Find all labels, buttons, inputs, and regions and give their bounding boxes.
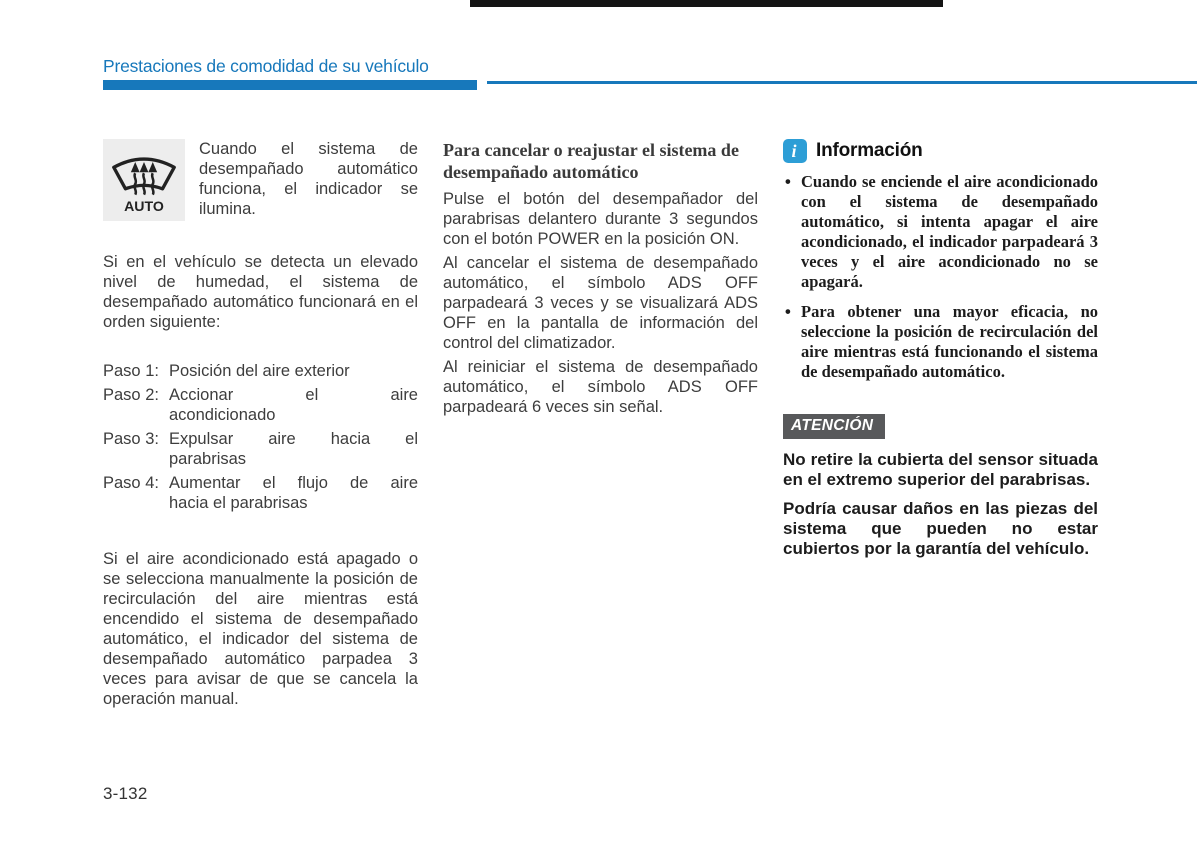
info-icon: i [783, 139, 807, 163]
info-bullet-list [783, 172, 1098, 382]
page-number: 3-132 [103, 784, 148, 803]
top-scan-bar [470, 0, 943, 7]
indicator-row [103, 139, 418, 221]
step-line: Accionar el aire [169, 386, 418, 404]
step-line: Aumentar el flujo de aire [169, 474, 418, 492]
title-underline-thick [103, 80, 477, 90]
title-underline-thin [487, 81, 1197, 84]
step-line: parabrisas [169, 450, 247, 468]
step-label: Paso 3: [103, 430, 159, 448]
attention-badge: ATENCIÓN [783, 414, 885, 439]
auto-label: AUTO [124, 198, 164, 215]
step-item-3 [103, 429, 418, 469]
right-column [783, 139, 1098, 568]
note-paragraph: Si el aire acondicionado está apagado o se selecciona manualmente la posición de recirculación del aire mientras está encendido el sistema de desempañado automático, el indicador del sistema de desempañado automático parpadea 3 veces para avisar de que se cancela la operación manual. [103, 550, 418, 708]
middle-column [443, 139, 758, 421]
windshield-defrost-icon [105, 141, 183, 219]
step-line: Posición del aire exterior [169, 362, 350, 380]
icon-caption: Cuando el sistema de desempañado automático funciona, el indicador se ilumina. [199, 140, 418, 218]
defrost-auto-icon [103, 139, 185, 221]
paragraph: Al cancelar el sistema de desempañado automático, el símbolo ADS OFF parpadeará 3 veces y se visualizará ADS OFF en la pantalla de información del control del climatizador. [443, 254, 758, 352]
paragraph: Al reiniciar el sistema de desempañado automático, el símbolo ADS OFF parpadeará 6 veces sin señal. [443, 358, 758, 416]
info-bullet: • Cuando se enciende el aire acondicionado con el sistema de desempañado automático, si intenta apagar el aire acondicionado, el indicador parpadeará 3 veces y el aire acondicionado no se apagará. [783, 172, 1098, 292]
step-label: Paso 4: [103, 474, 159, 492]
attention-paragraph: Podría causar daños en las piezas del sistema que pueden no estar cubiertos por la garantía del vehículo. [783, 499, 1098, 558]
info-bullet: • Para obtener una mayor eficacia, no seleccione la posición de recirculación del aire mientras está funcionando el sistema de desempañado automático. [783, 302, 1098, 382]
step-label: Paso 1: [103, 362, 159, 380]
section-heading: Para cancelar o reajustar el sistema de desempañado automático [443, 140, 739, 182]
info-title: Información [816, 140, 923, 161]
paragraph: Pulse el botón del desempañador del parabrisas delantero durante 3 segundos con el botón POWER en la posición ON. [443, 190, 758, 248]
page-title: Prestaciones de comodidad de su vehículo [103, 56, 429, 76]
step-line: acondicionado [169, 406, 276, 424]
step-item-2 [103, 385, 418, 425]
steps-list [103, 361, 418, 513]
intro-paragraph: Si en el vehículo se detecta un elevado nivel de humedad, el sistema de desempañado automático funcionará en el orden siguiente: [103, 253, 418, 331]
left-column [103, 139, 418, 709]
info-header [783, 139, 1098, 163]
step-item-1 [103, 361, 418, 381]
attention-paragraph: No retire la cubierta del sensor situada en el extremo superior del parabrisas. [783, 450, 1098, 489]
step-item-4 [103, 473, 418, 513]
step-line: Expulsar aire hacia el [169, 430, 418, 448]
step-label: Paso 2: [103, 386, 159, 404]
step-line: hacia el parabrisas [169, 494, 308, 512]
